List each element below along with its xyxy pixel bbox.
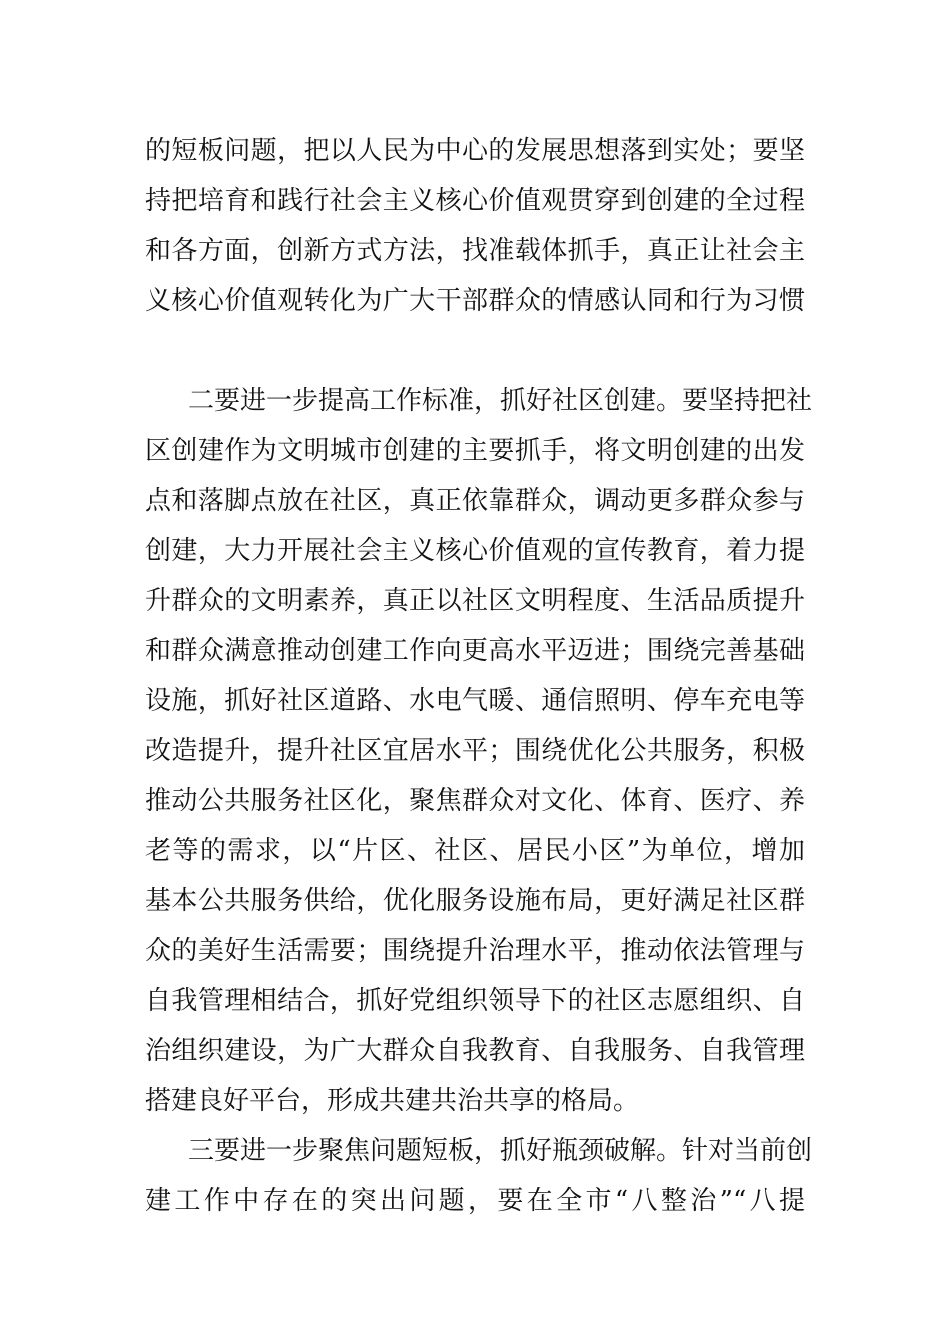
- text-line: 和各方面，创新方式方法，找准载体抓手，真正让社会主: [145, 236, 805, 266]
- text-line: 推动公共服务社区化，聚焦群众对文化、体育、医疗、养: [145, 786, 805, 816]
- text-line: 治组织建设，为广大群众自我教育、自我服务、自我管理: [145, 1036, 805, 1066]
- text-line: 持把培育和践行社会主义核心价值观贯穿到创建的全过程: [145, 186, 805, 216]
- text-line: 众的美好生活需要；围绕提升治理水平，推动依法管理与: [145, 936, 805, 966]
- text-line: 升群众的文明素养，真正以社区文明程度、生活品质提升: [145, 586, 805, 616]
- text-line: 义核心价值观转化为广大干部群众的情感认同和行为习惯: [145, 286, 805, 316]
- text-line: 建工作中存在的突出问题，要在全市“八整治”“八提: [145, 1186, 805, 1216]
- text-line: 老等的需求，以“片区、社区、居民小区”为单位，增加: [145, 836, 805, 866]
- text-line: 的短板问题，把以人民为中心的发展思想落到实处；要坚: [145, 136, 805, 166]
- text-line: 和群众满意推动创建工作向更高水平迈进；围绕完善基础: [145, 636, 805, 666]
- text-line: 自我管理相结合，抓好党组织领导下的社区志愿组织、自: [145, 986, 805, 1016]
- text-line: 二要进一步提高工作标准，抓好社区创建。要坚持把社: [188, 386, 813, 416]
- text-line: 创建，大力开展社会主义核心价值观的宣传教育，着力提: [145, 536, 805, 566]
- text-line: 搭建良好平台，形成共建共治共享的格局。: [145, 1086, 640, 1116]
- text-line: 区创建作为文明城市创建的主要抓手，将文明创建的出发: [145, 436, 805, 466]
- text-line: 点和落脚点放在社区，真正依靠群众，调动更多群众参与: [145, 486, 805, 516]
- text-line: 设施，抓好社区道路、水电气暖、通信照明、停车充电等: [145, 686, 805, 716]
- text-line: 基本公共服务供给，优化服务设施布局，更好满足社区群: [145, 886, 805, 916]
- text-line: 三要进一步聚焦问题短板，抓好瓶颈破解。针对当前创: [188, 1136, 813, 1166]
- text-line: 改造提升，提升社区宜居水平；围绕优化公共服务，积极: [145, 736, 805, 766]
